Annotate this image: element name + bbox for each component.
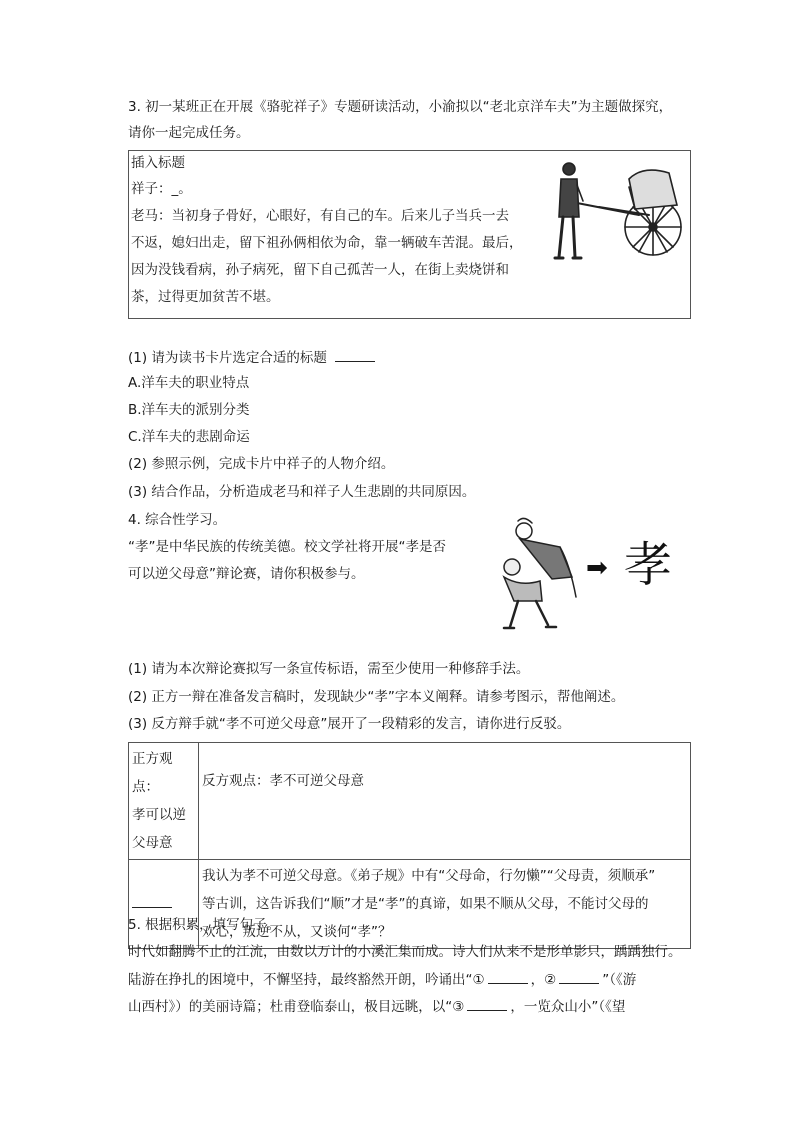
card-laoma-line: 因为没钱看病，孙子病死，留下自己孤苦一人，在街上卖烧饼和 xyxy=(131,262,509,278)
con-view-cell xyxy=(199,743,691,860)
q5-line-2-part-a: 陆游在挣扎的困境中，不懈坚持，最终豁然开朗，吟诵出“① xyxy=(128,972,485,988)
q4-intro-line-2: 可以逆父母意”辩论赛，请你积极参与。 xyxy=(128,566,365,582)
q4-sub3: (3) 反方辩手就“孝不可逆父母意”展开了一段精彩的发言，请你进行反驳。 xyxy=(128,716,571,732)
q5-line-2-part-c: ”（《游 xyxy=(602,972,637,988)
card-title: 插入标题 xyxy=(131,155,185,171)
q5-line-3-part-a: 山西村》）的美丽诗篇；杜甫登临泰山，极目远眺，以“③ xyxy=(128,999,465,1015)
q5-heading: 5. 根据积累，填写句子。 xyxy=(128,917,281,933)
answer-blank[interactable] xyxy=(559,969,599,984)
answer-blank[interactable] xyxy=(132,893,172,908)
q3-sub1-text: (1) 请为读书卡片选定合适的标题 xyxy=(128,350,327,366)
card-xiangzi: 祥子：_。 xyxy=(131,181,192,197)
q4-intro-line-1: “孝”是中华民族的传统美德。校文学社将开展“孝是否 xyxy=(128,539,446,555)
q4-sub2: (2) 正方一辩在准备发言稿时，发现缺少“孝”字本义阐释。请参考图示，帮他阐述。 xyxy=(128,689,625,705)
q4-sub1: (1) 请为本次辩论赛拟写一条宣传标语，需至少使用一种修辞手法。 xyxy=(128,661,530,677)
q5-line-2 xyxy=(128,969,636,990)
card-laoma-line: 茶，过得更加贫苦不堪。 xyxy=(131,289,280,305)
q3-sub3: (3) 结合作品，分析造成老马和祥子人生悲剧的共同原因。 xyxy=(128,484,476,500)
con-speech-cell xyxy=(199,860,691,949)
con-speech-line: 等古训，这告诉我们“顺”才是“孝”的真谛，如果不顺从父母，不能讨父母的 xyxy=(202,896,649,912)
con-view-label: 反方观点：孝不可逆父母意 xyxy=(202,773,364,789)
q3-sub2: (2) 参照示例，完成卡片中祥子的人物介绍。 xyxy=(128,456,395,472)
q5-line-2-part-b: ，② xyxy=(530,972,557,988)
option-b: B.洋车夫的派别分类 xyxy=(128,402,250,418)
q4-heading: 4. 综合性学习。 xyxy=(128,512,227,528)
option-c: C.洋车夫的悲剧命运 xyxy=(128,429,250,445)
card-laoma-line: 老马：当初身子骨好，心眼好，有自己的车。后来儿子当兵一去 xyxy=(131,208,509,224)
pro-view-line: 正方观点： xyxy=(132,751,173,795)
q5-line-1: 时代如翻腾不止的江流，由数以万计的小溪汇集而成。诗人们从来不是形单影只，踽踽独行。 xyxy=(128,944,682,960)
q3-sub1 xyxy=(128,347,375,368)
option-a: A.洋车夫的职业特点 xyxy=(128,375,250,391)
answer-blank[interactable] xyxy=(467,996,507,1011)
pro-view-line: 父母意 xyxy=(132,835,173,851)
reading-card xyxy=(128,150,691,319)
seal-script-character: 孝 xyxy=(624,537,673,593)
q5-line-3 xyxy=(128,996,625,1017)
con-speech-line: 欢心，叛逆不从，又谈何“孝”？ xyxy=(202,924,392,940)
card-laoma-line: 不返，媳妇出走，留下祖孙俩相依为命，靠一辆破车苦混。最后， xyxy=(131,235,523,251)
rebuttal-answer-cell xyxy=(129,860,199,949)
q5-line-3-part-b: ，一览众山小”（《望 xyxy=(510,999,626,1015)
con-speech-line: 我认为孝不可逆父母意。《弟子规》中有“父母命，行勿懒”“父母责，须顺承” xyxy=(202,868,656,884)
arrow-right-icon: ➡ xyxy=(586,553,608,583)
q3-intro-line-2: 请你一起完成任务。 xyxy=(128,125,250,141)
answer-blank[interactable] xyxy=(488,969,528,984)
pro-view-line: 孝可以逆 xyxy=(132,807,186,823)
filial-piety-illustration xyxy=(490,517,580,633)
pro-view-cell xyxy=(129,743,199,860)
rickshaw-puller-illustration xyxy=(539,157,689,269)
answer-blank[interactable] xyxy=(335,347,375,362)
q3-intro-line-1: 3. 初一某班正在开展《骆驼祥子》专题研读活动，小渝拟以“老北京洋车夫”为主题做探究， xyxy=(128,99,673,115)
